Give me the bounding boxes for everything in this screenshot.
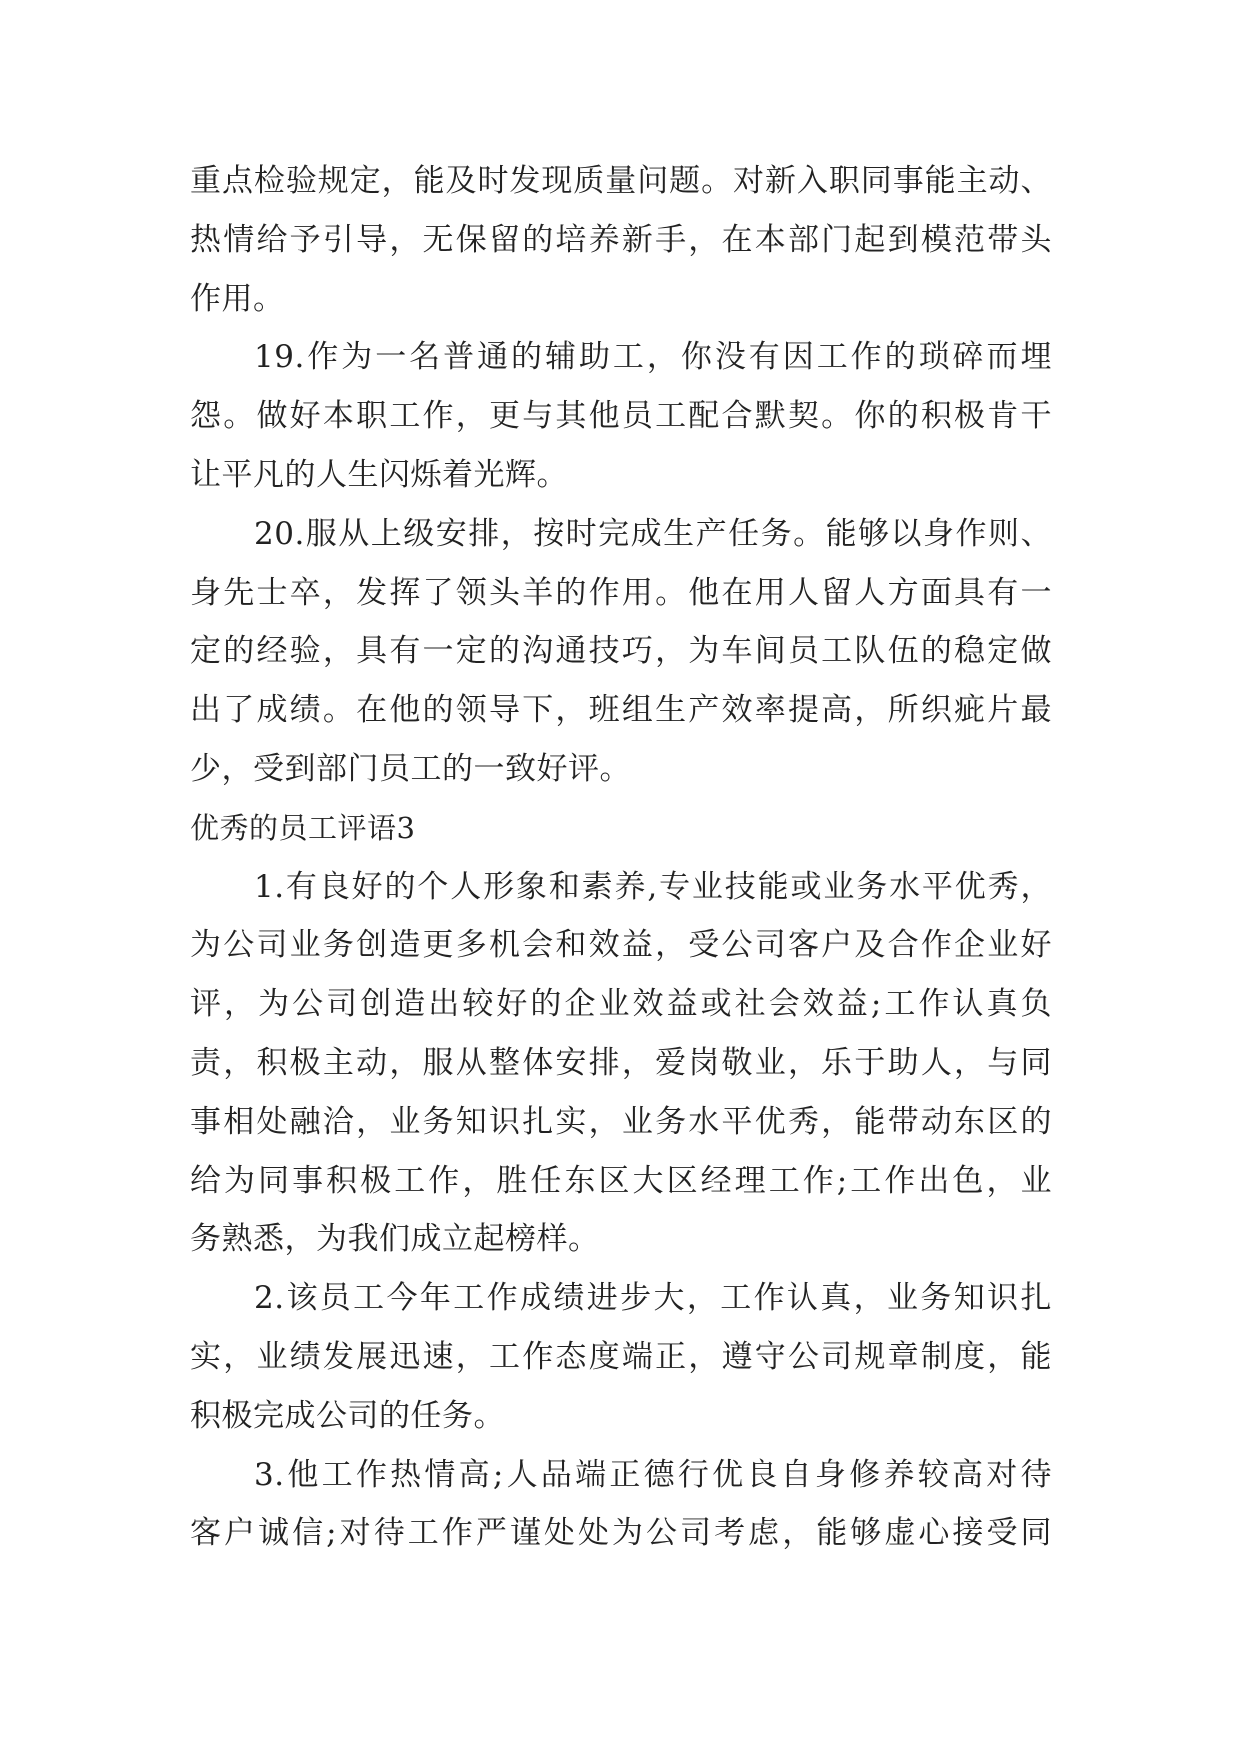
- text-line: 重点检验规定，能及时发现质量问题。对新入职同事能主动、: [190, 163, 1052, 199]
- text-line: 身先士卒，发挥了领头羊的作用。他在用人留人方面具有一: [190, 574, 1052, 611]
- section3-paragraph-3: [190, 1446, 1052, 1564]
- text-line: 责，积极主动，服从整体安排，爱岗敬业，乐于助人，与同: [190, 1044, 1052, 1081]
- text-line: 务熟悉，为我们成立起榜样。: [190, 1221, 600, 1258]
- text-line: 事相处融洽，业务知识扎实，业务水平优秀，能带动东区的: [190, 1103, 1052, 1140]
- text-line: 少，受到部门员工的一致好评。: [190, 750, 631, 787]
- text-line: 热情给予引导，无保留的培养新手，在本部门起到模范带头: [190, 221, 1052, 258]
- text-line: 给为同事积极工作，胜任东区大区经理工作;工作出色，业: [190, 1162, 1052, 1199]
- document-page: [190, 152, 1052, 1563]
- section-heading: 优秀的员工评语3: [190, 810, 416, 845]
- text-line: 实，业绩发展迅速，工作态度端正，遵守公司规章制度，能: [190, 1338, 1052, 1375]
- paragraph-18-continuation: [190, 152, 1052, 328]
- text-line: 3.他工作热情高;人品端正德行优良自身修养较高对待: [254, 1456, 1052, 1493]
- text-line: 客户诚信;对待工作严谨处处为公司考虑，能够虚心接受同: [190, 1515, 1052, 1552]
- section3-paragraph-1: [190, 858, 1052, 1270]
- text-line: 怨。做好本职工作，更与其他员工配合默契。你的积极肯干: [190, 398, 1052, 435]
- text-line: 为公司业务创造更多机会和效益，受公司客户及合作企业好: [190, 927, 1052, 964]
- text-line: 定的经验，具有一定的沟通技巧，为车间员工队伍的稳定做: [190, 633, 1052, 670]
- paragraph-20: [190, 505, 1052, 799]
- text-line: 让平凡的人生闪烁着光辉。: [190, 456, 568, 493]
- text-line: 1.有良好的个人形象和素养,专业技能或业务水平优秀，: [254, 868, 1052, 905]
- text-line: 评，为公司创造出较好的企业效益或社会效益;工作认真负: [190, 986, 1052, 1023]
- text-line: 积极完成公司的任务。: [190, 1397, 505, 1434]
- paragraph-19: [190, 328, 1052, 504]
- text-line: 出了成绩。在他的领导下，班组生产效率提高，所织疵片最: [190, 692, 1052, 729]
- text-line: 作用。: [190, 280, 285, 317]
- text-line: 20.服从上级安排，按时完成生产任务。能够以身作则、: [254, 515, 1052, 552]
- section3-paragraph-2: [190, 1269, 1052, 1445]
- text-line: 19.作为一名普通的辅助工，你没有因工作的琐碎而埋: [254, 339, 1052, 376]
- text-line: 2.该员工今年工作成绩进步大，工作认真，业务知识扎: [254, 1280, 1052, 1317]
